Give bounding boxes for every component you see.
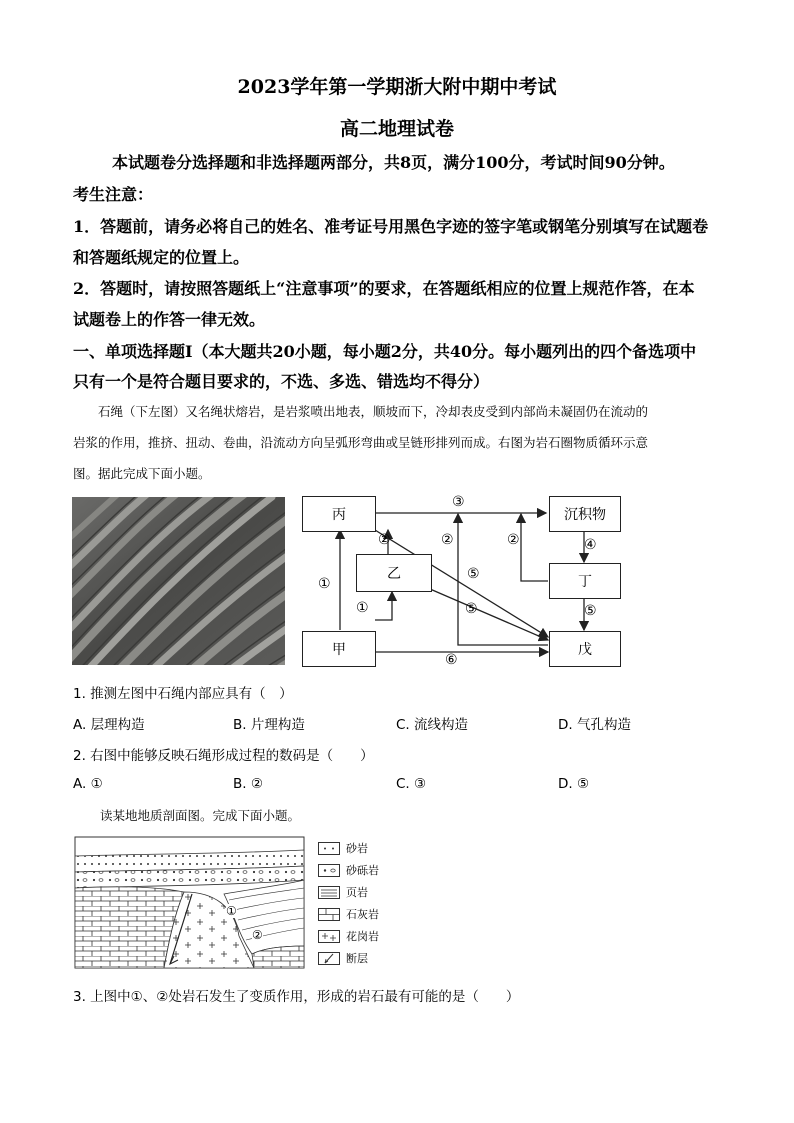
legend-granite-label: 花岗岩 <box>346 930 379 943</box>
legend-conglomerate-label: 砂砾岩 <box>346 864 379 877</box>
q1-stem: 1. 推测左图中石绳内部应具有（ ） <box>73 686 293 702</box>
geologic-section-drawing <box>74 836 306 970</box>
legend-granite <box>318 928 379 944</box>
q1-option-a[interactable]: A. 层理构造 <box>73 717 145 733</box>
exam-subtitle: 高二地理试卷 <box>339 118 454 140</box>
label-2a: ② <box>378 532 391 548</box>
notice-item1-line2: 和答题纸规定的位置上。 <box>73 248 250 267</box>
q2-stem: 2. 右图中能够反映石绳形成过程的数码是（ ） <box>73 748 374 764</box>
legend-conglomerate <box>318 862 379 878</box>
legend-fault <box>318 950 368 966</box>
q2-option-b[interactable]: B. ② <box>233 776 263 792</box>
limestone-swatch <box>318 908 340 921</box>
shale-swatch <box>318 886 340 899</box>
q1-option-c[interactable]: C. 流线构造 <box>396 717 469 733</box>
node-ding: 丁 <box>549 563 621 599</box>
label-1a: ① <box>318 576 331 592</box>
node-sediment: 沉积物 <box>549 496 621 532</box>
material1-line2: 岩浆的作用，推挤、扭动、卷曲，沿流动方向呈弧形弯曲或呈链形排列而成。右图为岩石圈物质循环示意 <box>73 435 649 450</box>
label-6: ⑥ <box>445 652 458 668</box>
legend-sandstone-label: 砂岩 <box>346 842 368 855</box>
lava-rope-photo <box>72 497 285 665</box>
node-yi: 乙 <box>356 554 432 592</box>
rock-legend <box>318 838 408 972</box>
label-2c: ② <box>507 532 520 548</box>
legend-shale-label: 页岩 <box>346 886 368 899</box>
label-3: ③ <box>452 494 465 510</box>
label-5a: ⑤ <box>467 566 480 582</box>
label-5c: ⑤ <box>584 603 597 619</box>
q2-option-d[interactable]: D. ⑤ <box>558 776 590 792</box>
notice-item1-line1: 1．答题前，请务必将自己的姓名、准考证号用黑色字迹的签字笔或钢笔分别填写在试题卷 <box>73 217 709 236</box>
node-wu: 戊 <box>549 631 621 667</box>
section1-line2: 只有一个是符合题目要求的，不选、多选、错选均不得分） <box>73 372 490 391</box>
marker-2: ② <box>252 928 263 942</box>
conglomerate-swatch <box>318 864 340 877</box>
intro-text: 本试题卷分选择题和非选择题两部分，共8页，满分100分，考试时间90分钟。 <box>112 153 675 172</box>
legend-fault-label: 断层 <box>346 952 368 965</box>
material1-line3: 图。据此完成下面小题。 <box>73 466 211 481</box>
notice-heading: 考生注意： <box>73 185 154 204</box>
rock-cycle-diagram <box>300 494 625 670</box>
node-bing: 丙 <box>302 496 376 532</box>
notice-item2-line1: 2．答题时，请按照答题纸上“注意事项”的要求，在答题纸相应的位置上规范作答，在本 <box>73 279 695 298</box>
material2: 读某地地质剖面图。完成下面小题。 <box>100 808 301 823</box>
granite-swatch <box>318 930 340 943</box>
lava-rope-image <box>72 497 285 665</box>
material1-line1: 石绳（下左图）又名绳状熔岩，是岩浆喷出地表，顺坡而下，冷却表皮受到内部尚未凝固仍在流动的 <box>98 404 649 419</box>
q3-stem: 3. 上图中①、②处岩石发生了变质作用，形成的岩石最有可能的是（ ） <box>73 989 520 1005</box>
exam-title: 2023学年第一学期浙大附中期中考试 <box>237 76 557 98</box>
label-2b: ② <box>441 532 454 548</box>
notice-item2-line2: 试题卷上的作答一律无效。 <box>73 310 266 329</box>
fault-swatch <box>318 952 340 965</box>
sandstone-swatch <box>318 842 340 855</box>
material1 <box>73 396 733 489</box>
legend-sandstone <box>318 840 368 856</box>
legend-limestone <box>318 906 379 922</box>
marker-1: ① <box>226 904 237 918</box>
label-1b: ① <box>356 600 369 616</box>
legend-shale <box>318 884 368 900</box>
q1-option-d[interactable]: D. 气孔构造 <box>558 717 631 733</box>
geologic-section <box>74 836 306 970</box>
node-jia: 甲 <box>302 631 376 667</box>
legend-limestone-label: 石灰岩 <box>346 908 379 921</box>
q2-option-a[interactable]: A. ① <box>73 776 103 792</box>
q2-option-c[interactable]: C. ③ <box>396 776 427 792</box>
section1-line1: 一、单项选择题Ⅰ（本大题共20小题，每小题2分，共40分。每小题列出的四个备选项中 <box>73 342 697 361</box>
q1-option-b[interactable]: B. 片理构造 <box>233 717 305 733</box>
label-4: ④ <box>584 537 597 553</box>
label-5b: ⑤ <box>465 601 478 617</box>
